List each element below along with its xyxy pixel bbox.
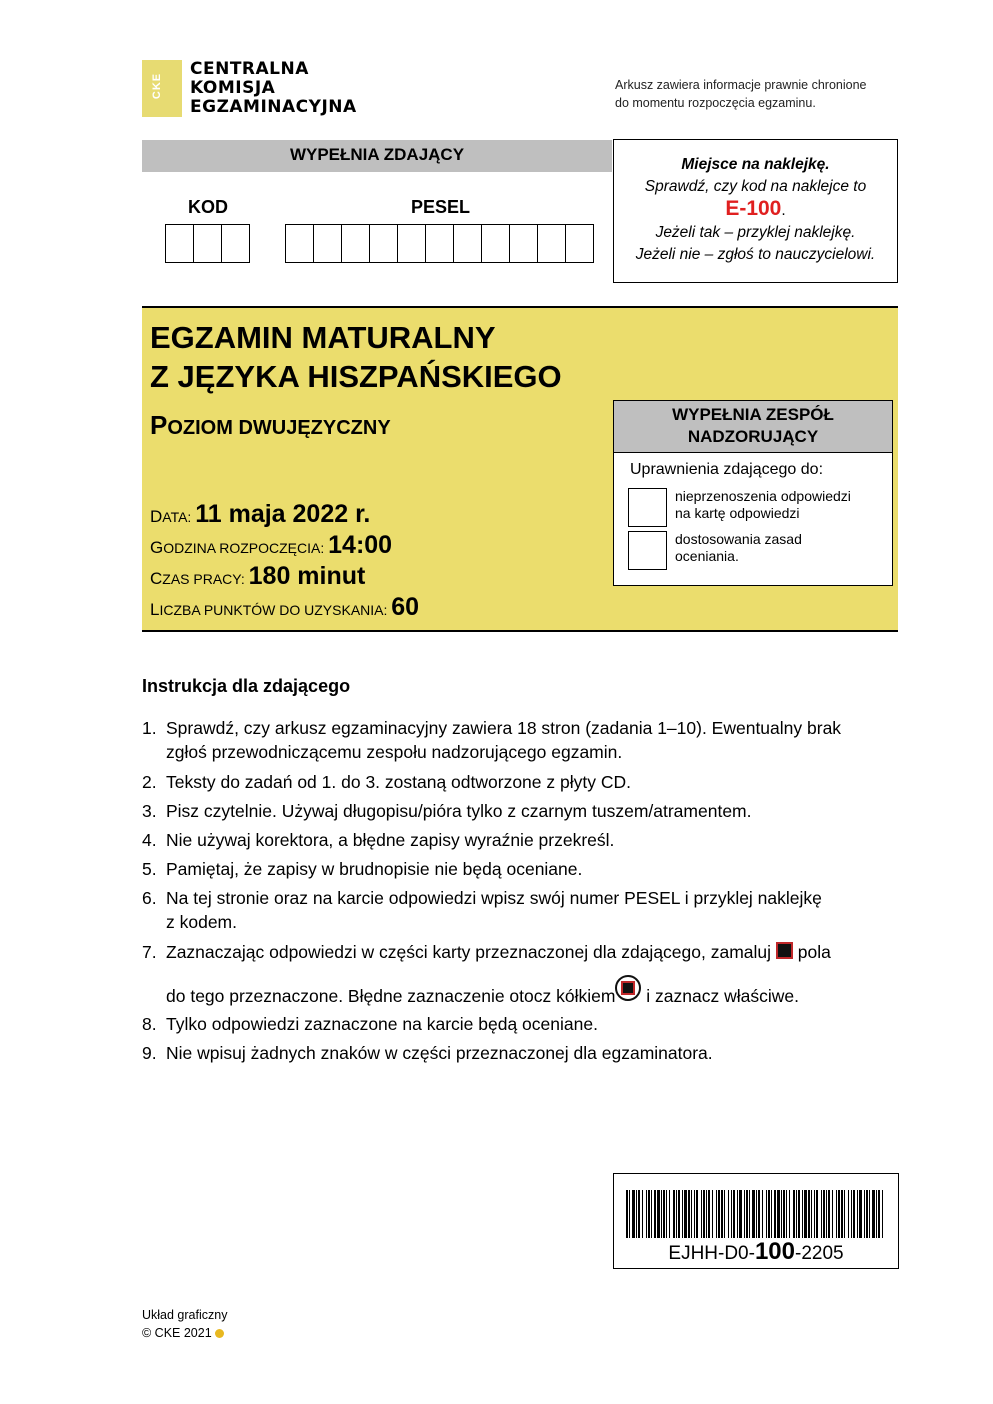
kod-label: KOD [188,197,228,217]
kod-digit-box[interactable] [165,224,194,263]
sticker-code: E-100 [725,197,782,220]
list-item: 1. Sprawdź, czy arkusz egzaminacyjny zawiera 18 stron (zadania 1–10). Ewentualny brak zgłoś przewodniczącemu zespołu nadzorującego egzamin. [142,718,842,762]
exam-start-time: GODZINA ROZPOCZĘCIA: 14:00 [150,531,393,559]
supervisor-section: WYPEŁNIA ZESPÓŁ NADZORUJĄCY Uprawnienia zdającego do: nieprzenoszenia odpowiedzi na kartę odpowiedzi dostosowania zasad oceniania. [613,400,893,586]
checkbox-no-transfer[interactable] [628,488,667,527]
legal-notice: Arkusz zawiera informacje prawnie chronione do momentu rozpoczęcia egzaminu. [615,78,867,110]
exam-title: EGZAMIN MATURALNY Z JĘZYKA HISZPAŃSKIEGO [150,320,562,394]
pesel-digit-box[interactable] [565,224,594,263]
exam-points: LICZBA PUNKTÓW DO UZYSKANIA: 60 [150,593,420,621]
exam-level: POZIOM DWUJĘZYCZNY [150,410,391,440]
list-item: 7. Zaznaczając odpowiedzi w części karty przeznaczonej dla zdającego, zamaluj pola do tego przeznaczone. Błędne zaznaczenie otocz kółkiem i zaznacz właściwe. [142,942,831,1006]
instructions-title: Instrukcja dla zdającego [142,676,351,696]
kod-input-boxes[interactable] [166,224,250,263]
pesel-digit-box[interactable] [341,224,370,263]
list-item: 8. Tylko odpowiedzi zaznaczone na karcie będą oceniane. [142,1014,598,1034]
list-item: 2. Teksty do zadań od 1. do 3. zostaną odtworzone z płyty CD. [142,772,631,792]
pesel-digit-box[interactable] [509,224,538,263]
cke-logo-mark: CKE [142,60,182,117]
pesel-digit-box[interactable] [425,224,454,263]
instructions-list [142,716,902,1065]
pesel-digit-box[interactable] [537,224,566,263]
pesel-digit-box[interactable] [481,224,510,263]
kod-digit-box[interactable] [193,224,222,263]
cke-logo-text: CENTRALNA KOMISJA EGZAMINACYJNA [190,59,357,117]
cke-logo [142,60,382,118]
pesel-label: PESEL [411,197,471,217]
pesel-digit-box[interactable] [285,224,314,263]
cke-dot-icon [215,1329,224,1338]
list-item: 9. Nie wpisuj żadnych znaków w części przeznaczonej dla egzaminatora. [142,1043,713,1063]
exam-date: DATA: 11 maja 2022 r. [150,500,371,528]
list-item: 3. Pisz czytelnie. Używaj długopisu/pióra tylko z czarnym tuszem/atramentem. [142,801,752,821]
exam-duration: CZAS PRACY: 180 minut [150,562,366,590]
pesel-digit-box[interactable] [369,224,398,263]
barcode-text: EJHH-D0-100-2205 [668,1238,844,1265]
list-item: 6. Na tej stronie oraz na karcie odpowiedzi wpisz swój numer PESEL i przyklej naklejkę z kodem. [142,888,822,932]
candidate-section-header: WYPEŁNIA ZDAJĄCY [142,140,612,172]
sticker-placeholder: Miejsce na naklejkę. Sprawdź, czy kod na naklejce to E-100. Jeżeli tak – przyklej naklejkę. Jeżeli nie – zgłoś to nauczycielowi. [613,139,898,283]
filled-square-icon [776,942,793,959]
barcode-icon [626,1190,884,1238]
pesel-input-boxes[interactable] [286,224,594,263]
barcode-box [613,1173,899,1269]
pesel-digit-box[interactable] [453,224,482,263]
list-item: 5. Pamiętaj, że zapisy w brudnopisie nie będą oceniane. [142,859,583,879]
kod-digit-box[interactable] [221,224,250,263]
list-item: 4. Nie używaj korektora, a błędne zapisy wyraźnie przekreśl. [142,830,615,850]
pesel-digit-box[interactable] [397,224,426,263]
circled-square-icon [615,975,641,1001]
checkbox-adjusted-grading[interactable] [628,531,667,570]
footer: Układ graficzny © CKE 2021 [142,1308,228,1340]
supervisor-subtitle: Uprawnienia zdającego do: [630,461,824,478]
supervisor-section-header: WYPEŁNIA ZESPÓŁ NADZORUJĄCY [614,401,892,453]
pesel-digit-box[interactable] [313,224,342,263]
